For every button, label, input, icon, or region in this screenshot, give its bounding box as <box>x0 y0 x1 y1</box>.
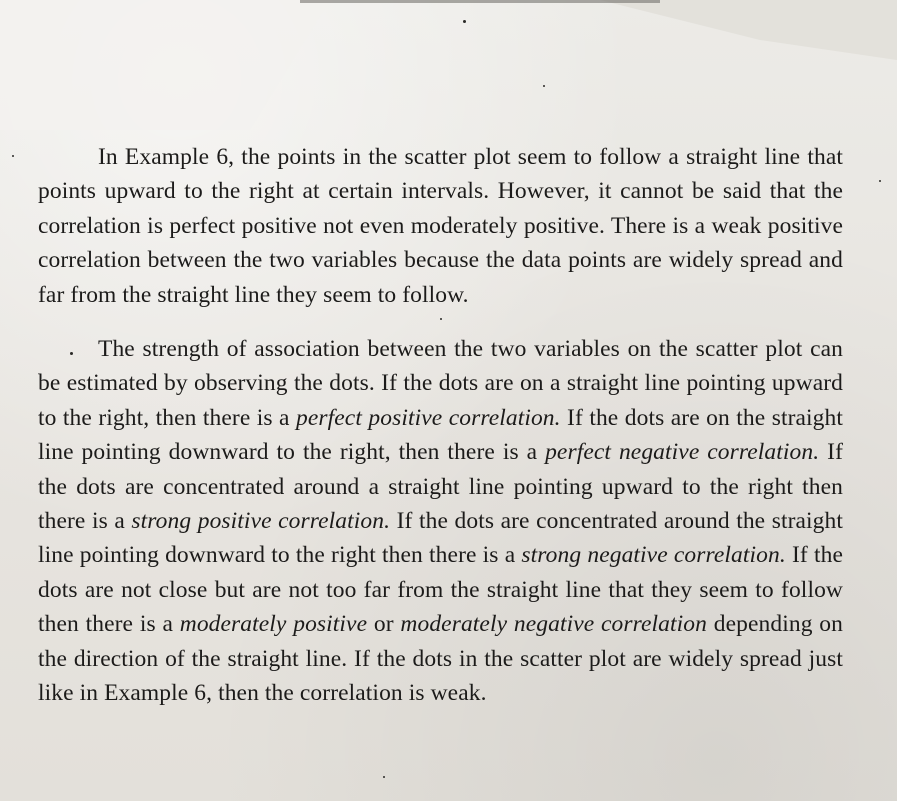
text-segment: depending on the direction of the straight line. If the dots in the scatter plot are widely spread just like in Example 6, then the correlation is weak. <box>38 611 843 707</box>
text-segment: In Example 6, the points in the scatter plot seem to follow a straight line that points upward to the right at certain intervals. However, it cannot be said that the correlation is perfect positive not even moderately positive. There is a weak positive correlation between the two variables because the data points are widely spread and far from the straight line they seem to follow. <box>38 144 843 308</box>
body-text <box>38 140 843 711</box>
dust-speck <box>463 20 466 23</box>
text-segment: If the dots are concentrated around a straight line pointing upward to the right then there is a <box>38 439 843 535</box>
text-segment: or <box>367 611 401 638</box>
text-segment: If the dots are not close but are not too far from the straight line that they seem to follow then there is a <box>38 542 844 638</box>
paragraph-2 <box>38 332 843 710</box>
dust-speck <box>543 85 545 87</box>
italic-term: moderately negative correlation <box>400 611 707 638</box>
italic-term: moderately positive <box>179 611 368 638</box>
italic-term: strong negative correlation. <box>521 542 786 569</box>
italic-term: perfect negative correlation. <box>545 439 820 466</box>
italic-term: strong positive correlation. <box>131 508 391 535</box>
page-fold-shadow <box>0 0 897 130</box>
dust-speck <box>383 776 385 778</box>
text-segment: If the dots are concentrated around the straight line pointing downward to the right then there is a <box>38 508 844 569</box>
paragraph-1 <box>38 140 843 312</box>
dust-speck <box>879 180 881 182</box>
text-segment: The strength of association between the two variables on the scatter plot can be estimated by observing the dots. If the dots are on a straight line pointing upward to the right, then there is a <box>38 336 843 431</box>
text-segment: If the dots are on the straight line pointing downward to the right, then there is a <box>38 404 843 466</box>
italic-term: perfect positive correlation. <box>296 404 561 431</box>
page-top-edge <box>300 0 660 3</box>
dust-speck <box>12 155 14 157</box>
